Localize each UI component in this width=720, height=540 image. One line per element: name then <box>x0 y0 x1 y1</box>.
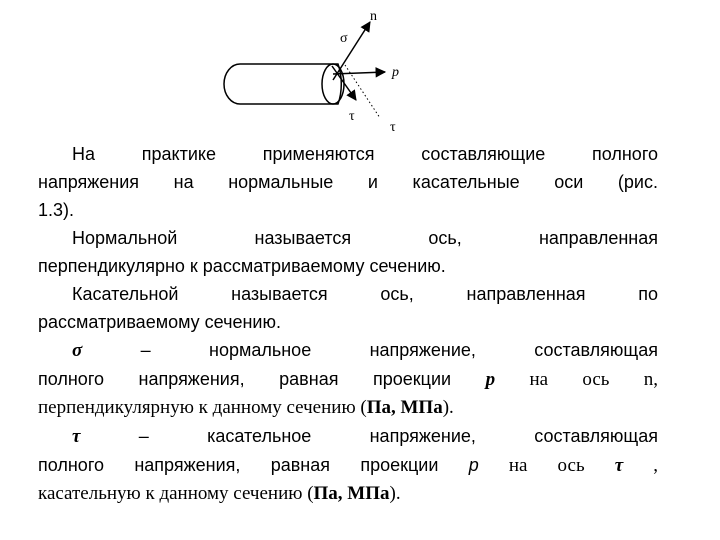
p5-line-3a: касательную к данному сечению ( <box>38 483 314 504</box>
p4-line-3 <box>38 394 658 422</box>
label-tau-inner: τ <box>349 109 355 124</box>
p5-line-3b: ). <box>389 483 401 504</box>
p5-line-2 <box>38 451 658 480</box>
p4-line-1 <box>38 336 658 365</box>
p1-line-3: 1.3). <box>38 200 75 220</box>
p5-line-3 <box>38 480 658 508</box>
p4-line-2a: полного напряжения, равная проекции <box>38 369 486 389</box>
p5-p-symbol: p <box>468 455 479 475</box>
p4-line-1-text: – нормальное напряжение, составляющая <box>82 340 658 360</box>
p5-line-2c: , <box>623 455 658 476</box>
p2-line-1: Нормальной называется ось, направленная <box>72 228 658 248</box>
p2-line-2: перпендикулярно к рассматриваемому сечению. <box>38 256 446 276</box>
p3-line-2: рассматриваемому сечению. <box>38 312 281 332</box>
p1-line-1: На практике применяются составляющие полного <box>72 144 658 164</box>
label-tau-outer: τ <box>390 120 396 135</box>
p5-tau-symbol: τ <box>614 455 624 476</box>
sigma-symbol: σ <box>72 340 83 361</box>
tau-symbol: τ <box>72 426 81 447</box>
tangential-arrow <box>332 66 356 100</box>
cylinder-body <box>224 64 341 104</box>
stress-diagram <box>0 0 720 140</box>
p3-line-1: Касательной называется ось, направленная по <box>72 284 658 304</box>
label-p: p <box>392 65 399 80</box>
p4-line-2 <box>38 365 658 394</box>
p5-units: Па, МПа <box>313 483 390 504</box>
p4-units: Па, МПа <box>366 397 443 418</box>
p1-line-2: напряжения на нормальные и касательные оси (рис. <box>38 172 658 192</box>
text-body <box>38 140 658 508</box>
p5-line-2a: полного напряжения, равная проекции <box>38 455 469 475</box>
p4-line-2b: на ось n, <box>495 369 658 390</box>
p5-line-1-text: – касательное напряжение, составляющая <box>80 426 658 446</box>
p4-p-symbol: p <box>485 369 496 390</box>
p5-line-2b: на ось <box>478 455 615 476</box>
normal-axis-arrow <box>333 22 370 80</box>
label-n: n <box>370 9 377 24</box>
stress-diagram-svg <box>0 0 720 140</box>
label-sigma: σ <box>340 31 348 46</box>
p5-line-1 <box>38 422 658 451</box>
p4-line-3b: ). <box>442 397 454 418</box>
p4-line-3a: перпендикулярную к данному сечению ( <box>38 397 367 418</box>
